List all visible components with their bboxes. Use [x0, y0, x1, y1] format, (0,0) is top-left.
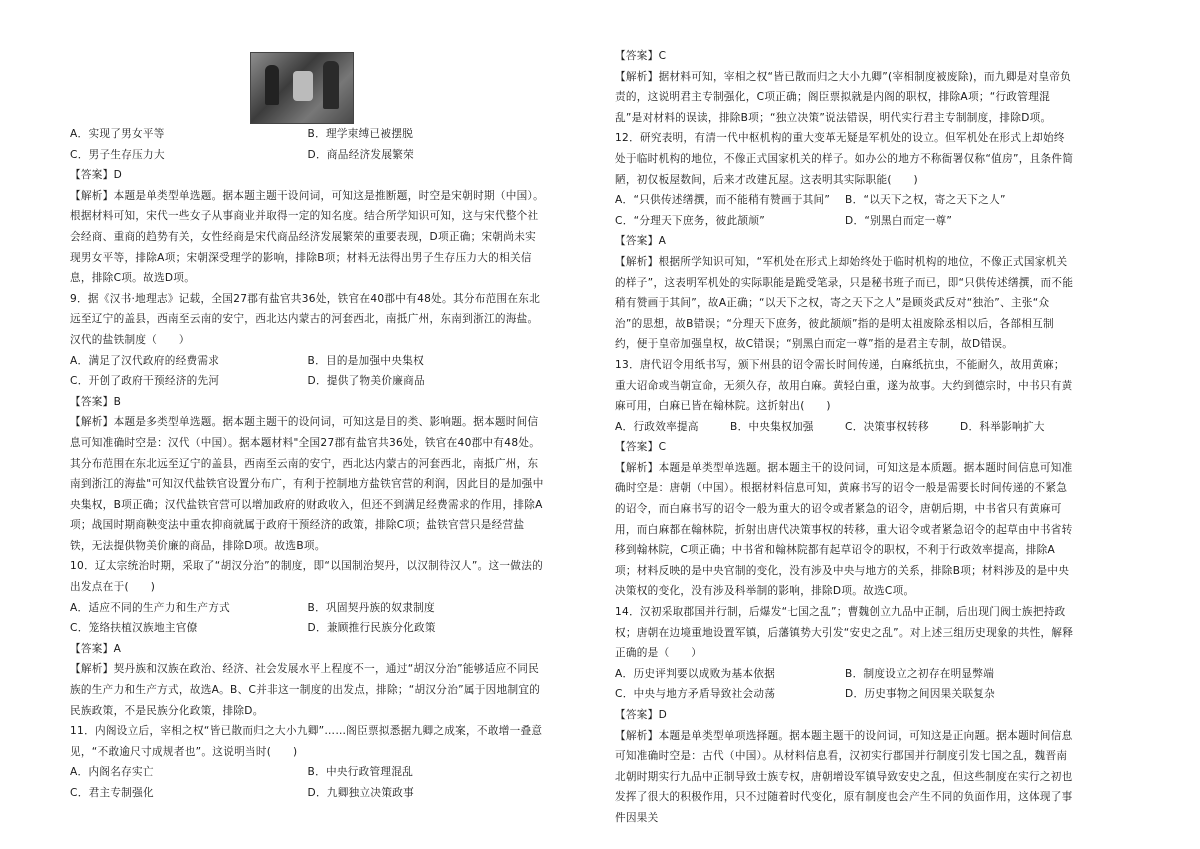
question-stem: 12．研究表明，有清一代中枢机构的重大变革无疑是军机处的设立。但军机处在形式上却始终处于临时机构的地位，不像正式国家机关的样子。如办公的地方不称衙署仅称“值房”，且条件简陋，初仅板屋数间，后来才改建瓦屋。这表明其实际职能( )	[615, 132, 1074, 186]
q9-options	[70, 351, 545, 392]
option: A．历史评判要以成败为基本依据	[615, 667, 776, 680]
question-stem: 14．汉初采取郡国并行制，后爆发“七国之乱”；曹魏创立九品中正制，后出现门阀士族把持政权；唐朝在边境重地设置军镇，后藩镇势大引发“安史之乱”。对上述三组历史现象的共性，解释正确的是（ ）	[615, 606, 1074, 660]
option: B．“以天下之权，寄之天下之人”	[845, 194, 1006, 207]
option: B．理学束缚已被摆脱	[307, 128, 414, 140]
question-stem: 10．辽太宗统治时期，采取了“胡汉分治”的制度，即“以国制治契丹，以汉制待汉人”。这一做法的出发点在于( )	[70, 560, 543, 594]
option: B．中央行政管理混乱	[307, 766, 414, 779]
option: D．科举影响扩大	[960, 420, 1045, 433]
question-stem: 13．唐代诏令用纸书写，颁下州县的诏令需长时间传递，白麻纸抗虫，不能耐久，故用黄麻；重大诏命或当朝宣命，无须久存，故用白麻。黄轻白重，遂为故事。大约到德宗时，中书只有黄麻可用，白麻已皆在翰林院。这折射出( )	[615, 358, 1073, 413]
answer: 【答案】D	[70, 169, 123, 182]
q12-options	[615, 190, 1075, 231]
option: B．巩固契丹族的奴隶制度	[307, 601, 435, 614]
analysis: 【解析】本题是单类型单选题。据本题主干的设问词，可知这是本质题。据本题时间信息可知准确时空是：唐朝（中国）。根据材料信息可知，黄麻书写的诏令一般是需要长时间传递的不紧急的诏令，而白麻书写的诏令一般为重大的诏令或者紧急的诏令，唐朝后期，中书省只有黄麻可用，而白麻都在翰林院，折射出唐代决策事权的转移，重大诏令或者紧急诏令的起草由中书省转移到翰林院，C项正确；中书省和翰林院都有起草诏令的职权，不利于行政效率提高，排除A项；材料反映的是中央官制的变化，没有涉及中央与地方的关系，排除B项；材料涉及的是中央决策权的变化，没有涉及科举制的影响，排除D项。故选C项。	[615, 461, 1073, 598]
option: A．“只供传述缮撰，而不能稍有赞画于其间”	[615, 194, 831, 207]
analysis: 【解析】本题是多类型单选题。据本题主题干的设问词，可知这是目的类、影响题。据本题时间信息可知准确时空是：汉代（中国）。据本题材料"全国27郡有盐官共36处，铁官在40郡中有48处。其分布范围在东北远至辽宁的盖县，西南至云南的安宁，西北达内蒙古的河套西北，南抵广州，东南到浙江的海盐"可知汉代盐铁官设置分布广，有利于控制地方盐铁官营的利润，因此目的是加强中央集权，B项正确；汉代盐铁官营可以增加政府的财政收入，但还不到满足经费需求的作用，排除A项；战国时期商鞅变法中重农抑商就属于政府干预经济的政策，排除C项；盐铁官营只是经营盐铁，无法提供物美价廉的商品，排除D项。故选B项。	[70, 416, 544, 552]
q14-options	[615, 664, 1075, 705]
option: C．决策事权转移	[845, 420, 929, 433]
option: D．提供了物美价廉商品	[307, 375, 425, 388]
analysis: 【解析】据材料可知，宰相之权“皆已散而归之大小九卿”(宰相制度被废除)，而九卿是对皇帝负责的，这说明君主专制强化，C项正确；阁臣票拟就是内阁的职权，排除A项；“行政管理混乱”是对材料的误读，排除B项；“独立决策”说法错误，明代实行君主专制制度，排除D项。	[615, 70, 1072, 124]
left-column	[70, 48, 545, 804]
answer: 【答案】C	[615, 50, 667, 62]
answer: 【答案】B	[70, 395, 122, 408]
option: B．中央集权加强	[730, 420, 814, 433]
option: A．实现了男女平等	[70, 128, 165, 140]
answer: 【答案】A	[615, 235, 667, 248]
answer: 【答案】A	[70, 642, 122, 655]
answer: 【答案】C	[615, 441, 667, 454]
question-stem: 9．据《汉书·地理志》记载，全国27郡有盐官共36处，铁官在40郡中有48处。其分布范围在东北远至辽宁的盖县，西南至云南的安宁，西北达内蒙古的河套西北，南抵广州，东南到浙江的海盐。汉代的盐铁制度（ ）	[70, 292, 541, 346]
option: C．“分理天下庶务，彼此颉颃”	[615, 214, 765, 227]
option: C．男子生存压力大	[70, 148, 165, 161]
q13-options	[615, 417, 1075, 438]
option: C．君主专制强化	[70, 787, 154, 799]
analysis: 【解析】根据所学知识可知，“军机处在形式上却始终处于临时机构的地位，不像正式国家机关的样子”，这表明军机处的实际职能是跪受笔录，只是秘书班子而已，即“只供传述缮撰，而不能稍有赞画于其间”，故A正确；“以天下之权，寄之天下之人”是顾炎武反对“独治”、主张“众治”的思想，故B错误；“分理天下庶务，彼此颉颃”指的是明太祖废除丞相以后，各部相互制约，便于皇帝加强皇权，故C错误；“别黑白而定一尊”指的是君主专制，故D错误。	[615, 255, 1074, 351]
right-column	[615, 46, 1075, 829]
option: B．制度设立之初存在明显弊端	[845, 667, 995, 680]
option: D．历史事物之间因果关联复杂	[845, 688, 996, 701]
option: A．适应不同的生产力和生产方式	[70, 601, 231, 614]
option: C．开创了政府干预经济的先河	[70, 375, 220, 388]
q8-options	[70, 124, 545, 165]
option: A．内阁名存实亡	[70, 766, 154, 779]
q11-options	[70, 762, 545, 803]
option: A．行政效率提高	[615, 420, 699, 433]
question-stem: 11．内阁设立后，宰相之权“皆已散而归之大小九卿”……阁臣票拟悉据九卿之成案，不敢增一叠意见，“不敢逾尺寸成规者也”。这说明当时( )	[70, 725, 543, 758]
option: D．九卿独立决策政事	[307, 787, 415, 799]
option: D．商品经济发展繁荣	[307, 148, 415, 161]
option: B．目的是加强中央集权	[307, 354, 425, 367]
analysis: 【解析】本题是单类型单项选择题。据本题主题干的设问词，可知这是正向题。据本题时间信息可知准确时空是：古代（中国）。从材料信息看，汉初实行郡国并行制度引发七国之乱，魏晋南北朝时期实行九品中正制导致士族专权，唐朝增设军镇导致安史之乱，但这些制度在实行之初也发挥了很大的积极作用，只不过随着时代变化，原有制度也会产生不同的负面作用，这体现了事件因果关	[615, 729, 1073, 824]
answer: 【答案】D	[615, 709, 668, 721]
analysis: 【解析】本题是单类型单选题。据本题主题干设问词，可知这是推断题，时空是宋朝时期（中国）。根据材料可知，宋代一些女子从事商业并取得一定的知名度。结合所学知识可知，这与宋代整个社会经商、重商的趋势有关，女性经商是宋代商品经济发展繁荣的重要表现，D项正确；宋朝尚未实现男女平等，排除A项；宋朝深受理学的影响，排除B项；材料无法得出男子生存压力大的相关信息，排除C项。故选D项。	[70, 189, 545, 285]
option: D．“别黑白而定一尊”	[845, 214, 953, 227]
option: D．兼顾推行民族分化政策	[307, 622, 436, 635]
option: C．中央与地方矛盾导致社会动荡	[615, 688, 776, 701]
q10-options	[70, 598, 545, 639]
option: A．满足了汉代政府的经费需求	[70, 354, 220, 367]
option: C．笼络扶植汉族地主官僚	[70, 622, 198, 635]
analysis: 【解析】契丹族和汉族在政治、经济、社会发展水平上程度不一，通过“胡汉分治”能够适应不同民族的生产力和生产方式，故选A。B、C并非这一制度的出发点，排除；“胡汉分治”属于因地制宜的民族政策，不是民族分化政策，排除D。	[70, 663, 541, 717]
